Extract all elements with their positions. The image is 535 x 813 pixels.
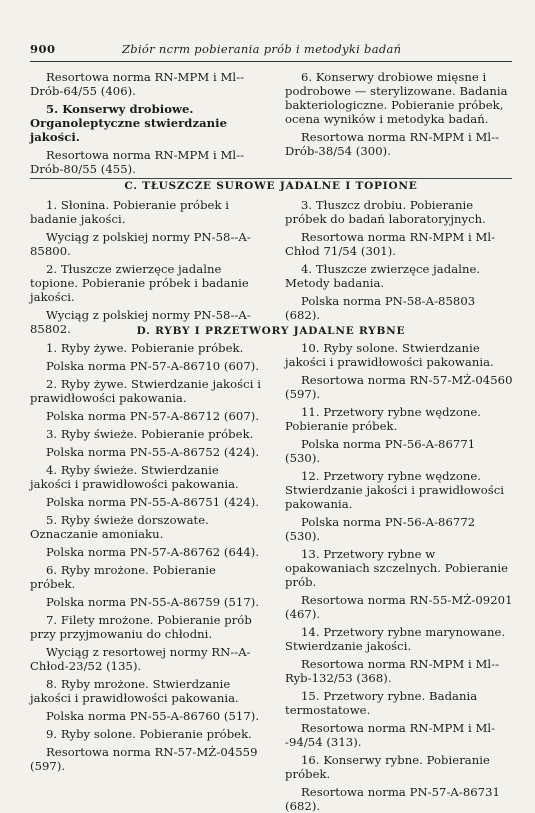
norm-reference: Resortowa norma RN-57-MŻ-04559 (597).: [30, 745, 258, 773]
list-item: 6. Konserwy drobiowe mięsne i podrobowe — sterylizowane. Badania bakteriologiczne. Pobieranie próbek, ocena wyników i metodyka badań.: [285, 70, 508, 126]
norm-reference: Polska norma PN-57-A-86710 (607).: [46, 359, 260, 373]
section-c-right-column: [285, 198, 513, 322]
norm-reference: Polska norma PN-56-A-86771 (530).: [285, 437, 476, 465]
norm-reference: Resortowa norma RN-MPM i Ml--Drób-80/55 (455).: [30, 148, 245, 176]
list-item: 6. Ryby mrożone. Pobieranie próbek.: [30, 563, 216, 591]
list-item: 4. Tłuszcze zwierzęce jadalne. Metody badania.: [285, 262, 481, 290]
norm-reference: Polska norma PN-57-A-86762 (644).: [46, 545, 260, 559]
section-d-right-column: [285, 341, 513, 813]
list-item: 2. Tłuszcze zwierzęce jadalne topione. Pobieranie próbek i badanie jakości.: [30, 262, 249, 304]
list-item: 16. Konserwy rybne. Pobieranie próbek.: [285, 753, 490, 781]
norm-reference: Resortowa norma RN-55-MŻ-09201 (467).: [285, 593, 513, 621]
norm-reference: Polska norma PN-55-A-86751 (424).: [46, 495, 260, 509]
norm-reference: Resortowa norma RN-MPM i Ml-Chłod 71/54 (301).: [285, 230, 496, 258]
item-text: 5. Konserwy drobiowe. Organoleptyczne stwierdzanie jakości.: [30, 102, 228, 144]
list-item: 15. Przetwory rybne. Badania termostatowe.: [285, 689, 478, 717]
list-item: 4. Ryby świeże. Stwierdzanie jakości i prawidłowości pakowania.: [30, 463, 239, 491]
list-item: 3. Tłuszcz drobiu. Pobieranie próbek do badań laboratoryjnych.: [285, 198, 486, 226]
page-number: 900: [30, 42, 56, 56]
section-heading-c: C. TŁUSZCZE SUROWE JADALNE I TOPIONE: [124, 180, 418, 192]
list-item: 10. Ryby solone. Stwierdzanie jakości i prawidłowości pakowania.: [285, 341, 494, 369]
list-item: 1. Ryby żywe. Pobieranie próbek.: [46, 341, 244, 355]
list-item: 1. Słonina. Pobieranie próbek i badanie jakości.: [30, 198, 230, 226]
norm-reference: Resortowa norma RN-MPM i Ml--Ryb-132/53 (368).: [285, 657, 500, 685]
header-rule: [30, 61, 512, 62]
list-item: 7. Filety mrożone. Pobieranie prób przy przyjmowaniu do chłodni.: [30, 613, 252, 641]
running-title: Zbiór ncrm pobierania prób i metodyki badań: [122, 42, 402, 56]
top-left-column: [30, 70, 262, 176]
norm-reference: Resortowa norma RN-MPM i Ml--Drób-38/54 (300).: [285, 130, 500, 158]
norm-reference: Wyciąg z polskiej normy PN-58--A-85802.: [30, 308, 251, 336]
norm-reference: Polska norma PN-57-A-86712 (607).: [46, 409, 260, 423]
list-item: 5. Ryby świeże dorszowate. Oznaczanie amoniaku.: [30, 513, 209, 541]
top-right-column: [285, 70, 513, 158]
list-item: 3. Ryby świeże. Pobieranie próbek.: [46, 427, 254, 441]
list-item: 12. Przetwory rybne wędzone. Stwierdzanie jakości i prawidłowości pakowania.: [285, 469, 505, 511]
list-item: 11. Przetwory rybne wędzone. Pobieranie próbek.: [285, 405, 482, 433]
norm-reference: Polska norma PN-55-A-86759 (517).: [46, 595, 260, 609]
norm-reference: Resortowa norma RN-57-MŻ-04560 (597).: [285, 373, 513, 401]
norm-reference: Polska norma PN-55-A-86760 (517).: [46, 709, 260, 723]
section-divider: [30, 178, 512, 179]
list-item: 2. Ryby żywe. Stwierdzanie jakości i prawidłowości pakowania.: [30, 377, 261, 405]
section-heading-d: D. RYBY I PRZETWORY JADALNE RYBNE: [136, 325, 406, 337]
section-c-left-column: [30, 198, 262, 336]
norm-reference: Resortowa norma PN-57-A-86731 (682).: [285, 785, 500, 813]
list-item: 8. Ryby mrożone. Stwierdzanie jakości i prawidłowości pakowania.: [30, 677, 239, 705]
norm-reference: Wyciąg z polskiej normy PN-58--A-85800.: [30, 230, 251, 258]
norm-reference: Resortowa norma RN-MPM i Ml--Drób-64/55 (406).: [30, 70, 245, 98]
list-item: 9. Ryby solone. Pobieranie próbek.: [46, 727, 252, 741]
list-item: 13. Przetwory rybne w opakowaniach szczelnych. Pobieranie prób.: [285, 547, 509, 589]
list-item: [30, 102, 262, 144]
page-header: [30, 42, 512, 60]
list-item: 14. Przetwory rybne marynowane. Stwierdzanie jakości.: [285, 625, 506, 653]
norm-reference: Polska norma PN-56-A-86772 (530).: [285, 515, 476, 543]
norm-reference: Polska norma PN-55-A-86752 (424).: [46, 445, 260, 459]
section-d-left-column: [30, 341, 262, 773]
norm-reference: Polska norma PN-58-A-85803 (682).: [285, 294, 476, 322]
norm-reference: Resortowa norma RN-MPM i Ml--94/54 (313).: [285, 721, 496, 749]
norm-reference: Wyciąg z resortowej normy RN--A-Chłod-23/52 (135).: [30, 645, 251, 673]
